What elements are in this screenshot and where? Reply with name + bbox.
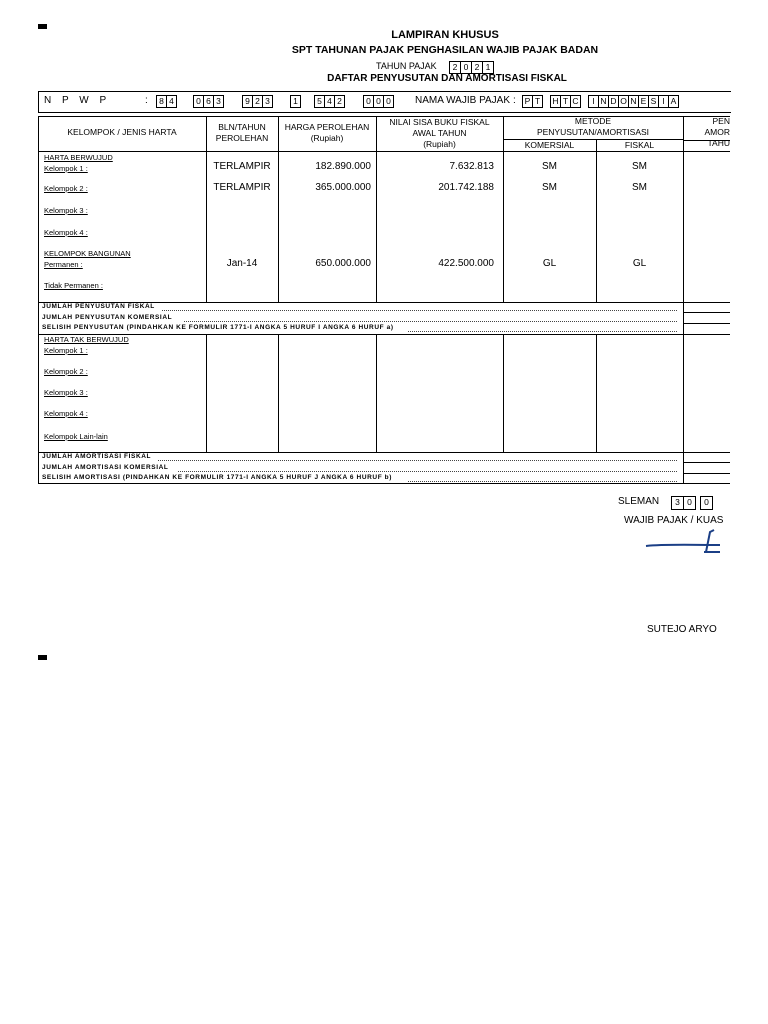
date-digit: 3	[671, 496, 684, 510]
header-cut-line1: PEN	[712, 116, 730, 126]
npwp-digit: 9	[242, 95, 253, 108]
row-label-kelompok-3: Kelompok 3 :	[44, 206, 88, 215]
header-kelompok: KELOMPOK / JENIS HARTA	[67, 127, 177, 137]
signature-city: SLEMAN	[618, 496, 660, 507]
cell-bln: TERLAMPIR	[213, 182, 271, 193]
header-bottom-line	[38, 151, 730, 152]
nama-wajib-pajak-boxes	[523, 95, 679, 108]
row-label-kelompok-1: Kelompok 1 :	[44, 164, 88, 173]
nama-char: E	[638, 95, 649, 108]
table-border-left	[38, 116, 39, 484]
sum-divider	[683, 462, 730, 463]
header-metode-line1: METODE	[574, 116, 612, 126]
nama-char: T	[560, 95, 571, 108]
nama-char: D	[608, 95, 619, 108]
date-digit: 0	[683, 496, 696, 510]
header-nilai-line3: (Rupiah)	[423, 139, 456, 149]
nama-char: H	[550, 95, 561, 108]
table-border-bottom	[38, 483, 730, 484]
cell-nilai: 7.632.813	[449, 161, 494, 172]
col-divider	[278, 334, 279, 452]
dotted-leader	[408, 481, 677, 482]
cell-komersial: SM	[542, 161, 557, 172]
dotted-leader	[158, 460, 677, 461]
npwp-digit: 0	[193, 95, 204, 108]
row-label-kelompok-bangunan: KELOMPOK BANGUNAN	[44, 249, 131, 258]
sum-penyusutan-komersial: JUMLAH PENYUSUTAN KOMERSIAL	[42, 314, 173, 321]
nama-char: P	[522, 95, 533, 108]
header-komersial: KOMERSIAL	[524, 140, 575, 150]
signatory-name: SUTEJO ARYO	[647, 624, 717, 635]
nama-char: I	[658, 95, 669, 108]
form-title: LAMPIRAN KHUSUS	[391, 29, 499, 41]
section-harta-tak-berwujud: HARTA TAK BERWUJUD	[44, 335, 129, 344]
nama-char: O	[618, 95, 629, 108]
nama-char: C	[570, 95, 581, 108]
cell-bln: Jan-14	[226, 258, 258, 269]
row-label-kelompok-2: Kelompok 2 :	[44, 184, 88, 193]
header-nilai-sisa	[376, 117, 503, 150]
col-divider	[503, 334, 504, 452]
tak-berwujud-top-line	[38, 334, 730, 335]
signature-date-boxes	[672, 496, 713, 510]
cell-fiskal: SM	[632, 182, 647, 193]
tahun-digit: 1	[482, 61, 494, 74]
npwp-digit: 8	[156, 95, 167, 108]
cell-komersial: GL	[542, 258, 557, 269]
npwp-digit: 2	[334, 95, 345, 108]
header-harga-perolehan	[278, 122, 376, 144]
nama-colon: :	[513, 95, 516, 106]
header-bln-line1: BLN/TAHUN	[218, 122, 266, 132]
npwp-digit: 3	[262, 95, 273, 108]
document-title: DAFTAR PENYUSUTAN DAN AMORTISASI FISKAL	[327, 73, 567, 84]
npwp-group-6	[364, 95, 394, 108]
registration-mark-top	[38, 24, 47, 29]
sum-amortisasi-fiskal: JUMLAH AMORTISASI FISKAL	[42, 453, 152, 460]
cell-nilai: 201.742.188	[438, 182, 494, 193]
header-fiskal: FISKAL	[624, 140, 655, 150]
row-label-tb-kelompok-4: Kelompok 4 :	[44, 409, 88, 418]
npwp-group-3	[243, 95, 273, 108]
sum-divider	[683, 473, 730, 474]
header-metode-line2: PENYUSUTAN/AMORTISASI	[536, 127, 650, 137]
handwritten-signature	[640, 522, 730, 558]
npwp-digit: 2	[252, 95, 263, 108]
npwp-digit: 5	[314, 95, 325, 108]
cell-fiskal: SM	[632, 161, 647, 172]
nama-char: I	[588, 95, 599, 108]
sum-amortisasi-komersial: JUMLAH AMORTISASI KOMERSIAL	[42, 464, 169, 471]
header-bln-line2: PEROLEHAN	[215, 133, 269, 143]
npwp-group-5	[315, 95, 345, 108]
header-cut-line3: TAHU	[707, 138, 730, 148]
row-label-tidak-permanen: Tidak Permanen :	[44, 281, 103, 290]
row-label-kelompok-4: Kelompok 4 :	[44, 228, 88, 237]
nama-char: T	[532, 95, 543, 108]
npwp-digit: 0	[373, 95, 384, 108]
npwp-digit: 0	[363, 95, 374, 108]
header-nilai-line2: AWAL TAHUN	[412, 128, 467, 138]
tahun-digit: 2	[471, 61, 483, 74]
nama-char: N	[628, 95, 639, 108]
npwp-label: N P W P	[44, 95, 111, 106]
cell-harga: 650.000.000	[315, 258, 371, 269]
signature-role: WAJIB PAJAK / KUAS	[624, 515, 724, 526]
nama-char: S	[648, 95, 659, 108]
npwp-digit: 1	[290, 95, 301, 108]
header-cut-column	[683, 116, 730, 149]
npwp-group-1	[157, 95, 177, 108]
header-cut-line2: AMOR	[704, 127, 730, 137]
cell-harga: 365.000.000	[315, 182, 371, 193]
registration-mark-bottom	[38, 655, 47, 660]
col-divider	[206, 334, 207, 452]
tahun-digit: 0	[460, 61, 472, 74]
sum-divider	[683, 323, 730, 324]
section-harta-berwujud: HARTA BERWUJUD	[44, 153, 113, 162]
row-label-tb-kelompok-2: Kelompok 2 :	[44, 367, 88, 376]
row-label-tb-kelompok-lain: Kelompok Lain-lain	[44, 432, 108, 441]
header-bln-tahun	[206, 122, 278, 144]
selisih-amortisasi: SELISIH AMORTISASI (PINDAHKAN KE FORMULIR 1771-I ANGKA 5 HURUF J ANGKA 6 HURUF b)	[42, 474, 393, 481]
npwp-digit: 3	[213, 95, 224, 108]
nama-char: A	[668, 95, 679, 108]
dotted-leader	[408, 331, 677, 332]
row-label-permanen: Permanen :	[44, 260, 83, 269]
tahun-pajak-label: TAHUN PAJAK	[376, 61, 437, 71]
header-harga-line2: (Rupiah)	[310, 133, 344, 143]
tahun-digit: 2	[449, 61, 461, 74]
dotted-leader	[178, 471, 677, 472]
depreciation-table	[38, 116, 730, 484]
npwp-group-2	[194, 95, 224, 108]
header-nilai-line1: NILAI SISA BUKU FISKAL	[389, 117, 490, 127]
header-metode	[503, 116, 683, 138]
npwp-colon: :	[145, 95, 148, 106]
col-divider	[596, 334, 597, 452]
npwp-digit: 4	[324, 95, 335, 108]
nama-char: N	[598, 95, 609, 108]
dotted-leader	[184, 321, 677, 322]
npwp-group-4	[291, 95, 301, 108]
cell-bln: TERLAMPIR	[213, 161, 271, 172]
npwp-digit: 6	[203, 95, 214, 108]
npwp-digit: 0	[383, 95, 394, 108]
nama-wajib-pajak-label: NAMA WAJIB PAJAK	[415, 95, 511, 106]
selisih-penyusutan: SELISIH PENYUSUTAN (PINDAHKAN KE FORMULIR 1771-I ANGKA 5 HURUF I ANGKA 6 HURUF a)	[42, 324, 394, 331]
sum-penyusutan-fiskal: JUMLAH PENYUSUTAN FISKAL	[42, 303, 155, 310]
cell-harga: 182.890.000	[315, 161, 371, 172]
form-subtitle: SPT TAHUNAN PAJAK PENGHASILAN WAJIB PAJAK BADAN	[291, 44, 599, 56]
date-digit: 0	[700, 496, 713, 510]
row-label-tb-kelompok-1: Kelompok 1 :	[44, 346, 88, 355]
sum-divider	[683, 312, 730, 313]
col-divider	[683, 116, 684, 484]
col-divider	[376, 334, 377, 452]
dotted-leader	[162, 310, 677, 311]
cell-nilai: 422.500.000	[438, 258, 494, 269]
row-label-tb-kelompok-3: Kelompok 3 :	[44, 388, 88, 397]
npwp-digit: 4	[166, 95, 177, 108]
cell-fiskal: GL	[632, 258, 647, 269]
header-harga-line1: HARGA PEROLEHAN	[284, 122, 370, 132]
cell-komersial: SM	[542, 182, 557, 193]
